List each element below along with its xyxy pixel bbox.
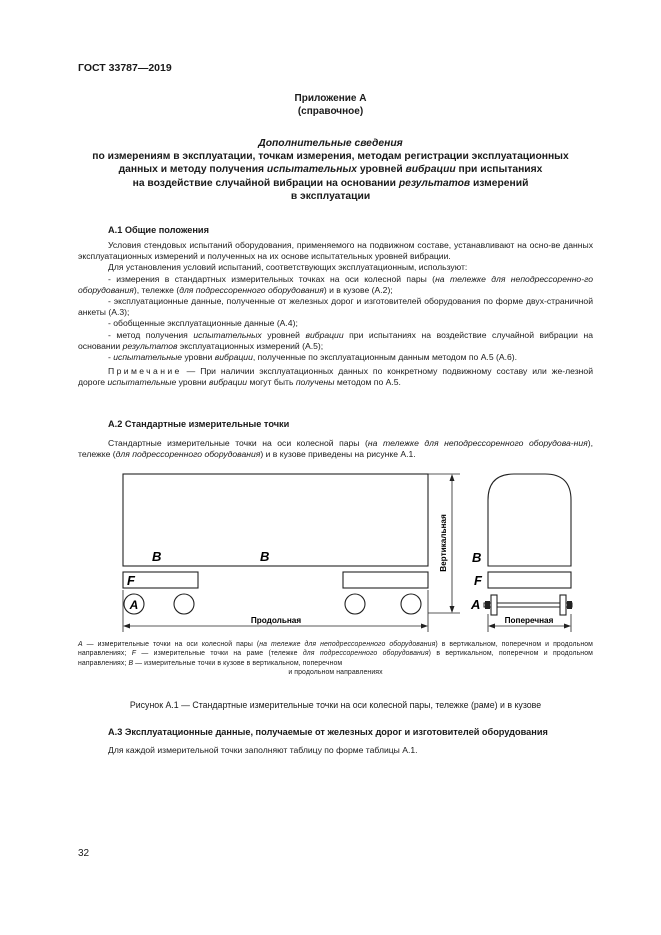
label-a-wheel: A xyxy=(129,598,139,612)
annex-title: Приложение А xyxy=(294,93,367,104)
axlebox-left xyxy=(485,601,490,609)
wheel-side-left xyxy=(491,595,497,615)
a1-paragraph-2: Для установления условий испытаний, соответствующих эксплуатационным, используют: xyxy=(108,262,468,273)
a1-list-item-4: - метод получения испытательных уровней вибрации при испытаниях на воздействие случайной вибрации на основании результатов эксплуатационных измерений (А.5); xyxy=(78,329,593,351)
title-line-1: Дополнительные сведения xyxy=(258,138,403,149)
standard-number: ГОСТ 33787—2019 xyxy=(78,62,172,74)
a1-list-item-2: - эксплуатационные данные, полученные от железных дорог и изготовителей оборудования по форме двух-страничной анкеты (А.3); xyxy=(78,296,593,318)
a1-list-item-3: - обобщенные эксплуатационные данные (А.4); xyxy=(108,318,298,329)
section-a3-body xyxy=(78,745,593,756)
a1-note: Примечание — При наличии эксплуатационных данных по конкретному подвижному составу или же-лезной дороге испытательные уровни вибрации могут быть получены методом по А.5. xyxy=(78,366,593,388)
wheel-side-right xyxy=(560,595,566,615)
caption-main: А — измерительные точки на оси колесной пары (на тележке для неподрессоренного оборудования) в вертикальном, поперечном и продольном направлениях; F — измерительные точки на раме (тележке для подрессоренного оборудования) в вертикальном, поперечном и продольном направлениях; B — измерительные точки в кузове в вертикальном, поперечном xyxy=(78,641,593,667)
title-line-5: в эксплуатации xyxy=(290,190,371,202)
arrow-trans-left xyxy=(488,624,495,629)
title-line-4: на воздействие случайной вибрации на основании результатов измерений xyxy=(132,177,529,189)
a3-paragraph-1: Для каждой измерительной точки заполняют таблицу по форме таблицы А.1. xyxy=(108,745,418,755)
bogie-frame-side xyxy=(488,572,571,588)
label-f: F xyxy=(127,573,135,588)
arrow-vert-bottom xyxy=(450,606,455,613)
longitudinal-label: Продольная xyxy=(250,616,302,625)
vertical-label: Вертикальная xyxy=(439,514,448,572)
label-b-1: B xyxy=(152,549,162,564)
wheel-4 xyxy=(401,594,421,614)
label-b-side: B xyxy=(472,550,482,565)
wheel-3 xyxy=(345,594,365,614)
title-line-2: по измерениям в эксплуатации, точкам измерения, методам регистрации эксплуатационных xyxy=(92,151,569,163)
section-a1-heading: А.1 Общие положения xyxy=(108,225,209,235)
caption-line-2: и продольном направлениях xyxy=(288,669,383,677)
annex-note: (справочное) xyxy=(297,106,364,117)
label-b-2: B xyxy=(260,549,270,564)
page-number: 32 xyxy=(78,848,90,859)
arrow-long-left xyxy=(123,624,130,629)
bogie-frame-right xyxy=(343,572,428,588)
a2-paragraph-1: Стандартные измерительные точки на оси колесной пары (на тележке для неподрессоренного оборудова-ния), тележке (для подрессоренного оборудования) и в кузове приведены на рисунке А.1. xyxy=(78,438,593,460)
car-side-profile xyxy=(488,474,571,566)
section-a3-heading: А.3 Эксплуатационные данные, получаемые от железных дорог и изготовителей оборудования xyxy=(108,727,548,737)
figure-title: Рисунок А.1 — Стандартные измерительные точки на оси колесной пары, тележке (раме) и в кузове xyxy=(129,700,542,710)
figure-caption xyxy=(78,640,593,678)
arrow-trans-right xyxy=(564,624,571,629)
axlebox-right xyxy=(567,601,572,609)
transverse-label: Поперечная xyxy=(504,616,554,625)
a1-list-item-5: - испытательные уровни вибрации, полученные по эксплуатационным данным методом по А.5 (А.6). xyxy=(108,352,517,363)
car-body-rect xyxy=(123,474,428,566)
a1-paragraph-1: Условия стендовых испытаний оборудования, применяемого на подвижном составе, устанавливают на осно-ве данных эксплуатационных измерений и полученных на их основе испытательных уровней вибрации. xyxy=(78,240,593,262)
arrow-vert-top xyxy=(450,474,455,481)
wheel-2 xyxy=(174,594,194,614)
arrow-long-right xyxy=(421,624,428,629)
a1-list-item-1: - измерения в стандартных измерительных точках на оси колесной пары (на тележке для неподрессоренно-го оборудования), тележке (для подрессоренного оборудования) и в кузове (А.2); xyxy=(78,273,593,295)
section-a2-heading: А.2 Стандартные измерительные точки xyxy=(108,419,290,429)
title-line-3: данных и методу получения испытательных уровней вибрации при испытаниях xyxy=(118,164,543,176)
label-f-side: F xyxy=(474,573,482,588)
label-a-side: A xyxy=(471,597,481,612)
